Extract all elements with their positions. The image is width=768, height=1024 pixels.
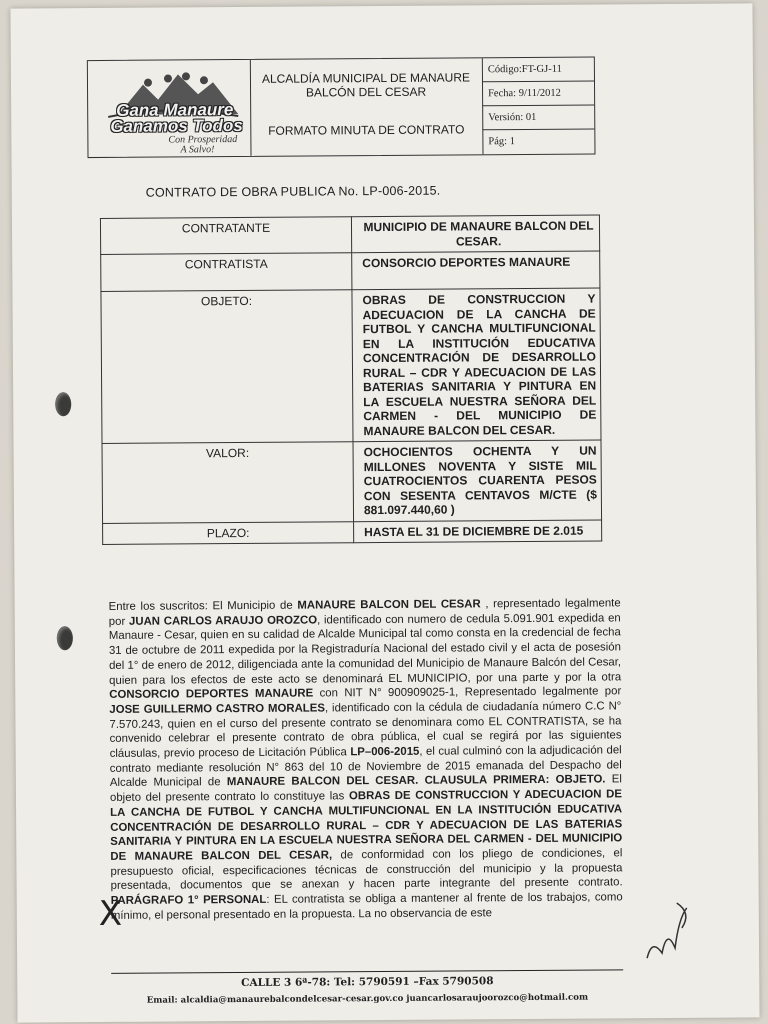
handwritten-mark: X	[98, 893, 123, 935]
entity-line2: BALCÓN DEL CESAR	[305, 84, 427, 100]
row-label-objeto: OBJETO:	[101, 290, 353, 444]
logo-title-line2: Ganamos Todos	[110, 115, 243, 136]
format-name: FORMATO MINUTA DE CONTRATO	[268, 122, 465, 138]
doc-date: Fecha: 9/11/2012	[482, 82, 594, 107]
table-row	[101, 288, 601, 443]
municipal-logo	[88, 60, 252, 157]
punch-hole	[55, 392, 71, 416]
doc-page: Pág: 1	[488, 136, 515, 148]
row-value-objeto: OBRAS DE CONSTRUCCION Y ADECUACION DE LA CANCHA DE FUTBOL Y CANCHA MULTIFUNCIONAL EN LA INSTITUCIÓN EDUCATIVA CONCENTRACIÓN DE DESARROLLO RURAL – CDR Y ADECUACION DE LAS BATERIAS SANITARIA Y PINTURA EN LA ESCUELA NUESTRA SEÑORA DEL CARMEN - DEL MUNICIPIO DE MANAURE BALCON DEL CESAR.	[352, 288, 601, 442]
signature-scribble	[637, 898, 697, 968]
table-row	[103, 519, 602, 544]
row-label-contratista: CONTRATISTA	[101, 253, 352, 292]
punch-hole	[57, 626, 73, 650]
logo-title-line1: Gana Manaure	[116, 100, 234, 120]
doc-version: Versión: 01	[482, 106, 594, 131]
logo-slogan-line2: A Salvo!	[180, 144, 215, 156]
contract-summary-table	[100, 214, 602, 544]
row-value-plazo: HASTA EL 31 DE DICIEMBRE DE 2.015	[354, 519, 602, 542]
row-value-contratista: CONSORCIO DEPORTES MANAURE	[352, 251, 600, 290]
entity-line1: ALCALDÍA MUNICIPAL DE MANAURE	[261, 70, 471, 86]
footer-email: Email: alcaldia@manaurebalcondelcesar-cesar.gov.co juancarlosaraujoorozco@hotmail.com	[146, 992, 589, 1006]
footer-divider	[111, 969, 623, 974]
row-label-valor: VALOR:	[102, 442, 354, 523]
table-row	[100, 215, 599, 254]
row-label-contratante: CONTRATANTE	[100, 217, 351, 255]
header-entity	[250, 58, 484, 156]
footer-address: CALLE 3 6ª-78: Tel: 5790591 –Fax 5790508	[241, 975, 494, 990]
row-value-contratante: MUNICIPIO DE MANAURE BALCON DEL CESAR.	[351, 215, 599, 253]
row-label-plazo: PLAZO:	[103, 521, 354, 544]
row-value-valor: OCHOCIENTOS OCHENTA Y UN MILLONES NOVENTA Y SISTE MIL CUATROCIENTOS CUARENTA PESOS CON SESENTA CENTAVOS M/CTE ($ 881.097.440,60 )	[353, 440, 602, 521]
table-row	[102, 440, 602, 523]
contract-body-text: Entre los suscritos: El Municipio de MANAURE BALCON DEL CESAR , representado legalmente por JUAN CARLOS ARAUJO OROZCO, identificado con numero de cedula 5.091.901 expedida en Manaure - Cesar, quien en su calidad de Alcalde Municipal tal como consta en la credencial de fecha 31 de octubre de 2011 expedida por la Registraduría Nacional del estado civil y el acta de posesión del 1° de enero de 2012, diligenciada ante la comunidad del Municipio de Manaure Balcón del Cesar, quien para los efectos de este acto se denominará EL MUNICIPIO, por una parte y por la otra CONSORCIO DEPORTES MANAURE con NIT N° 900909025-1, Representado legalmente por JOSE GUILLERMO CASTRO MORALES, identificado con la cédula de ciudadanía número C.C N° 7.570.243, quien en el curso del presente contrato se denominara como EL CONTRATISTA, se ha convenido celebrar el presente contrato de obra pública, el cual se regirá por las siguientes cláusulas, previo proceso de Licitación Pública LP–006-2015, el cual culminó con la adjudicación del contrato mediante resolución N° 863 del 10 de Noviembre de 2015 emanada del Despacho del Alcalde Municipal de MANAURE BALCON DEL CESAR. CLAUSULA PRIMERA: OBJETO. El objeto del presente contrato lo constituye las OBRAS DE CONSTRUCCION Y ADECUACION DE LA CANCHA DE FUTBOL Y CANCHA MULTIFUNCIONAL EN LA INSTITUCIÓN EDUCATIVA CONCENTRACIÓN DE DESARROLLO RURAL – CDR Y ADECUACION DE LAS BATERIAS SANITARIA Y PINTURA EN LA ESCUELA NUESTRA SEÑORA DEL CARMEN - DEL MUNICIPIO DE MANAURE BALCON DEL CESAR, de conformidad con los pliego de condiciones, el presupuesto oficial, especificaciones técnicas de construcción del municipio y la propuesta presentada, documentos que se anexan y hacen parte integrante del presente contrato. PARÁGRAFO 1° PERSONAL: EL contratista se obliga a mantener al frente de los trabajos, como mínimo, el personal presentado en la propuesta. La no observancia de este	[108, 597, 623, 922]
header-meta	[482, 58, 595, 155]
doc-code: Código:FT-GJ-11	[482, 58, 594, 83]
table-row	[101, 251, 600, 291]
logo-slogan-line1: Con Prosperidad	[168, 134, 238, 146]
document-page	[10, 3, 759, 1022]
document-title: CONTRATO DE OBRA PUBLICA No. LP-006-2015.	[145, 183, 441, 200]
header-table	[87, 57, 596, 159]
